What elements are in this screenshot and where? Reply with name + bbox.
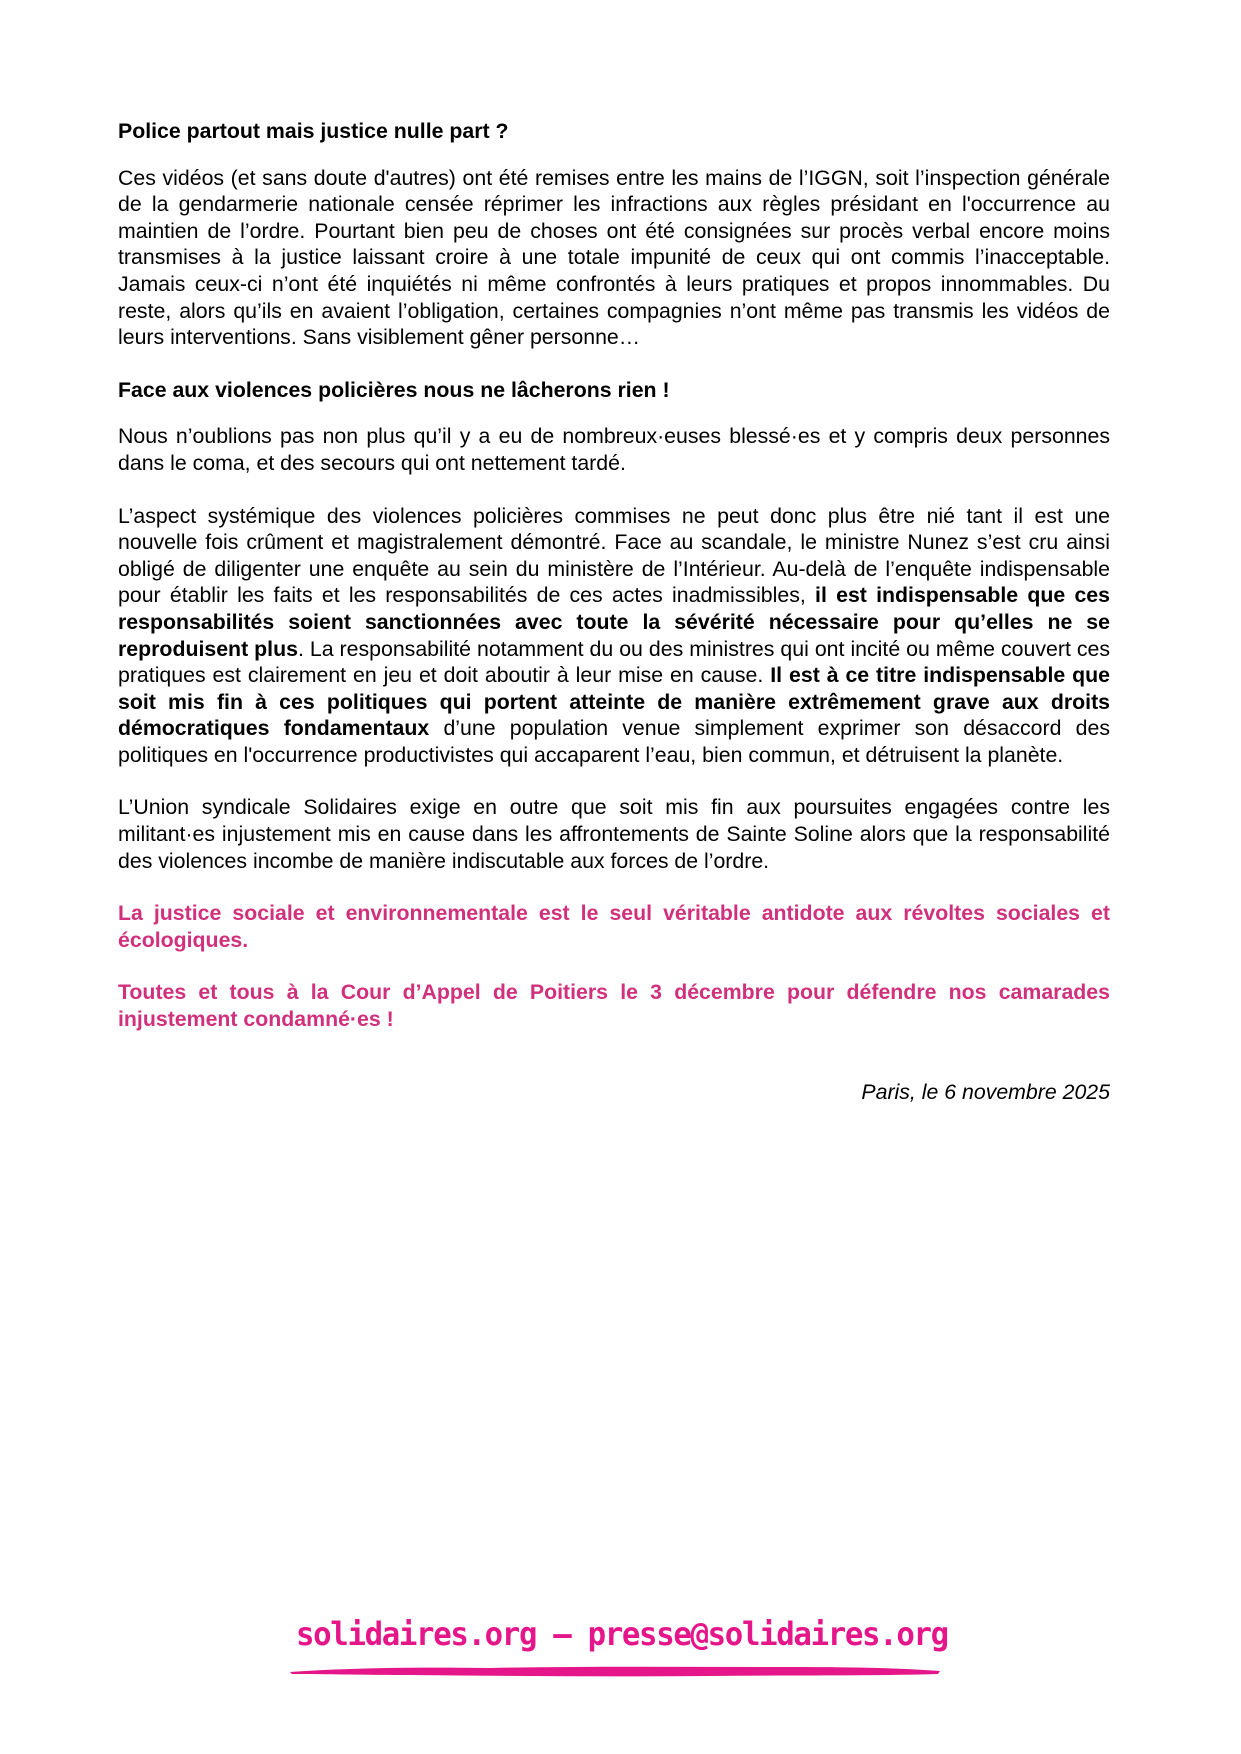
website-link[interactable]: solidaires.org xyxy=(296,1615,537,1653)
paragraph-text: d’une population venue simplement exprimer son désaccord des politiques en l'occurrence productivistes qui accaparent l’eau, bien commun, et détruisent la planète. xyxy=(118,716,1111,767)
section-heading: Face aux violences policières nous ne lâcherons rien ! xyxy=(118,377,670,402)
paragraph-text: . La responsabilité notamment du ou des ministres qui ont incité ou même couvert ces pratiques est clairement en jeu et doit aboutir à leur mise en cause. xyxy=(118,636,1111,688)
section-face-aux-violences xyxy=(118,377,1110,875)
footer-separator: — xyxy=(553,1615,571,1653)
footer-contact xyxy=(296,1615,948,1653)
paragraph xyxy=(118,165,1110,351)
bold-emphasis: Il est à ce titre indispensable que soit mis fin à ces politiques qui portent atteinte de manière extrêmement grave aux droits démocratiques fondamentaux xyxy=(118,663,1111,741)
brush-stroke-decoration xyxy=(290,1663,940,1677)
signature-date: Paris, le 6 novembre 2025 xyxy=(861,1079,1110,1104)
section-police-partout xyxy=(118,118,1110,351)
paragraph-text: Nous n’oublions pas non plus qu’il y a eu de nombreux·euses blessé·es et y compris deux personnes dans le coma, et des secours qui ont nettement tardé. xyxy=(118,424,1110,475)
paragraph xyxy=(118,423,1110,476)
paragraph-text: L’Union syndicale Solidaires exige en outre que soit mis fin aux poursuites engagées contre les militant·es injustement mis en cause dans les affrontements de Sainte Soline alors que la responsabilité des violences incombe de manière indiscutable aux forces de l’ordre. xyxy=(118,795,1110,873)
callout-cour-appel: Toutes et tous à la Cour d’Appel de Poitiers le 3 décembre pour défendre nos camarades injustement condamné·es ! xyxy=(118,980,1110,1032)
paragraph-text: Ces vidéos (et sans doute d'autres) ont été remises entre les mains de l’IGGN, soit l’inspection générale de la gendarmerie nationale censée réprimer les infractions aux règles présidant en l'occurrence au maintien de l’ordre. Pourtant bien peu de choses ont été consignées sur procès verbal encore moins transmises à la justice laissant croire à une totale impunité de ceux qui ont commis l’inacceptable. Jamais ceux-ci n’ont été inquiétés ni même confrontés à leurs pratiques et propos innommables. Du reste, alors qu’ils en avaient l’obligation, certaines compagnies n’ont même pas transmis les vidéos de leurs interventions. Sans visiblement gêner personne… xyxy=(118,165,1110,350)
document-page xyxy=(118,118,1110,1105)
callout-justice-sociale: La justice sociale et environnementale est le seul véritable antidote aux révoltes sociales et écologiques. xyxy=(118,901,1110,952)
email-link[interactable]: presse@solidaires.org xyxy=(587,1615,948,1653)
footer xyxy=(290,1615,950,1675)
paragraph xyxy=(118,503,1110,769)
section-heading: Police partout mais justice nulle part ? xyxy=(118,119,509,143)
paragraph xyxy=(118,794,1110,874)
paragraph-text: L’aspect systémique des violences policières commises ne peut donc plus être nié tant il est une nouvelle fois crûment et magistralement démontré. Face au scandale, le ministre Nunez s’est cru ainsi obligé de diligenter une enquête au sein du ministère de l’Intérieur. Au-delà de l’enquête indispensable pour établir les faits et les responsabilités de ces actes inadmissibles, xyxy=(118,503,1110,608)
bold-emphasis: il est indispensable que ces responsabilités soient sanctionnées avec toute la sévérité nécessaire pour qu’elles ne se reproduisent plus xyxy=(118,583,1110,661)
